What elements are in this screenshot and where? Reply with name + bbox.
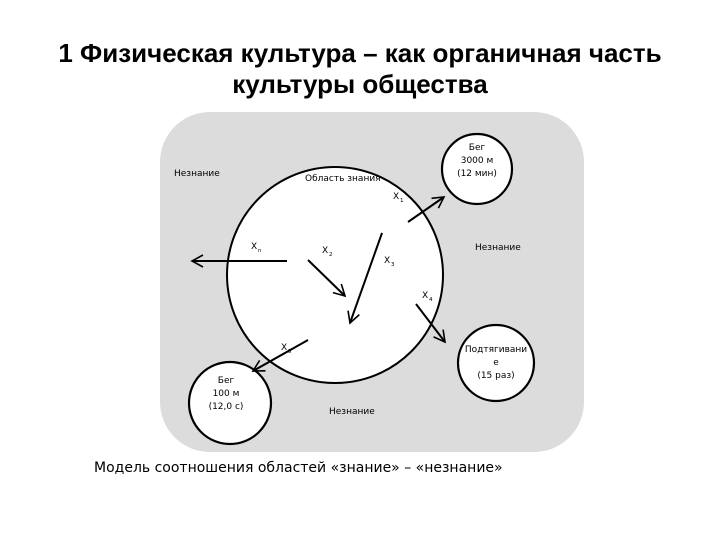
- run-100-line-3: (12,0 с): [208, 402, 244, 412]
- variable-x-4-base: X: [422, 291, 429, 301]
- variable-x-4-sub: 4: [429, 297, 433, 303]
- variable-x-2-base: X: [322, 246, 329, 256]
- known-area-label: Область знания: [305, 174, 381, 184]
- variable-x-1-base: X: [393, 192, 400, 202]
- variable-x-5-base: X: [281, 343, 288, 353]
- unknown-label-top-left: Незнание: [174, 169, 220, 179]
- variable-x-3-sub: 3: [391, 262, 395, 268]
- variable-x-2-sub: 2: [329, 252, 333, 258]
- run-3000-line-1: Бег: [468, 143, 486, 153]
- run-3000-line-2: 3000 м: [460, 156, 494, 166]
- unknown-label-bottom: Незнание: [329, 407, 375, 417]
- run-100-line-2: 100 м: [212, 389, 240, 399]
- pullups-line-2: е: [493, 358, 499, 368]
- variable-x-n-sub: n: [258, 248, 262, 254]
- pullups-line-1: Подтягивани: [464, 345, 528, 355]
- variable-x-5-sub: 5: [288, 349, 292, 355]
- unknown-label-right: Незнание: [475, 243, 521, 253]
- variable-x-1-sub: 1: [400, 198, 404, 204]
- title-line-1: 1 Физическая культура – как органичная часть: [58, 38, 662, 68]
- title-line-2: культуры общества: [232, 69, 488, 99]
- pullups-line-3: (15 раз): [477, 371, 515, 381]
- variable-x-3-base: X: [384, 256, 391, 266]
- run-100-line-1: Бег: [217, 376, 235, 386]
- variable-x-n-base: X: [251, 242, 258, 252]
- diagram-caption: Модель соотношения областей «знание» – «незнание»: [94, 460, 503, 476]
- known-area-circle: [227, 167, 443, 383]
- run-3000-line-3: (12 мин): [457, 169, 497, 179]
